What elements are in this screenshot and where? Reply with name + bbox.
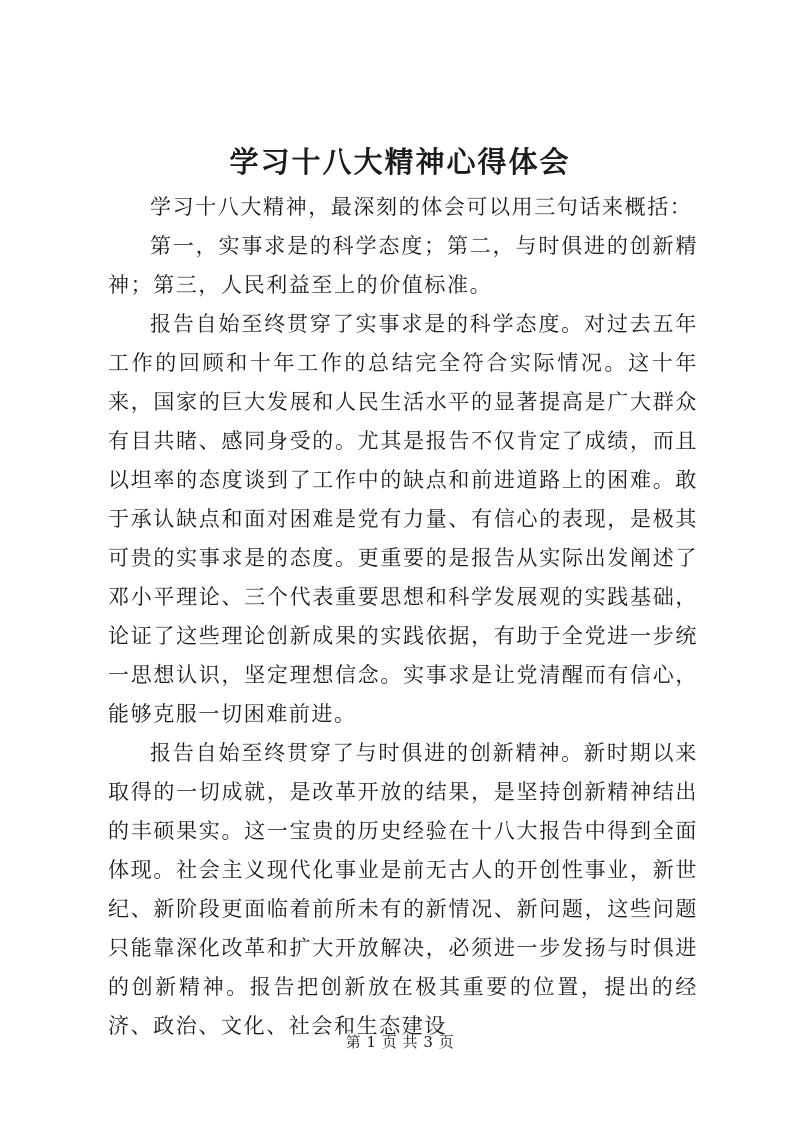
paragraph-scientific-attitude: 报告自始至终贯穿了实事求是的科学态度。对过去五年工作的回顾和十年工作的总结完全符合实际情况。这十年来，国家的巨大发展和人民生活水平的显著提高是广大群众有目共睹、感同身受的。尤其是报告不仅肯定了成绩，而且以坦率的态度谈到了工作中的缺点和前进道路上的困难。敢于承认缺点和面对困难是党有力量、有信心的表现，是极其可贵的实事求是的态度。更重要的是报告从实际出发阐述了邓小平理论、三个代表重要思想和科学发展观的实践基础，论证了这些理论创新成果的实践依据，有助于全党进一步统一思想认识，坚定理想信念。实事求是让党清醒而有信心，能够克服一切困难前进。 — [108, 312, 698, 726]
paragraph-intro: 学习十八大精神，最深刻的体会可以用三句话来概括： — [150, 195, 693, 219]
paragraph-innovation-spirit: 报告自始至终贯穿了与时俱进的创新精神。新时期以来取得的一切成就，是改革开放的结果，是坚持创新精神结出的丰硕果实。这一宝贵的历史经验在十八大报告中得到全面体现。社会主义现代化事业是前无古人的开创性事业，新世纪、新阶段更面临着前所未有的新情况、新问题，这些问题只能靠深化改革和扩大开放解决，必须进一步发扬与时俱进的创新精神。报告把创新放在极其重要的位置，提出的经济、政治、文化、社会和生态建设 — [108, 741, 698, 1038]
page-footer: 第 1 页 共 3 页 — [345, 1033, 455, 1051]
document-title: 学习十八大精神心得体会 — [229, 145, 571, 179]
document-body — [108, 188, 698, 1046]
paragraph-three-points: 第一，实事求是的科学态度；第二，与时俱进的创新精神；第三，人民利益至上的价值标准。 — [108, 234, 698, 297]
